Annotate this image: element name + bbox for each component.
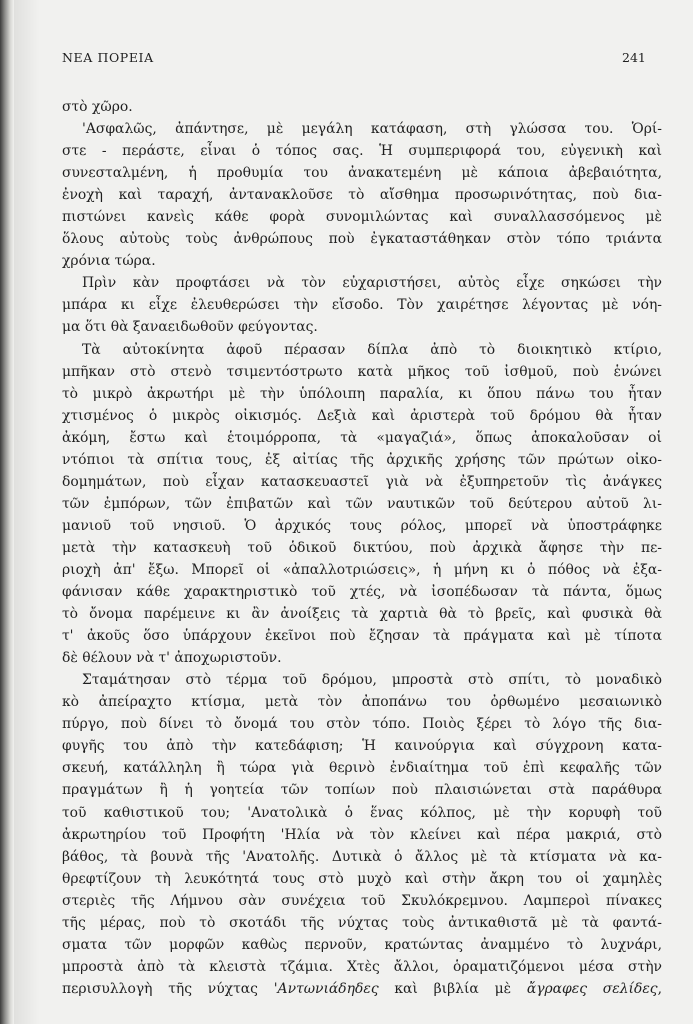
text-line: φάνισαν κάθε χαρακτηριστικὸ τοῦ χτές, νὰ ἰσοπέδωσαν τὰ πάντα, ὅμως xyxy=(62,584,662,601)
text-line: πραγμάτων ἢ ἡ γοητεία τῶν τοπίων ποὺ πλαισιώνεται στὰ παράθυρα xyxy=(62,782,662,799)
text-line: Πρὶν κὰν προφτάσει νὰ τὸν εὐχαριστήσει, αὐτὸς εἶχε σηκώσει τὴν xyxy=(82,275,662,292)
text-line: μα ὅτι θὰ ξαναειδωθοῦν φεύγοντας. xyxy=(62,319,318,336)
text-line: μπάρα κι εἶχε ἐλευθερώσει τὴν εἴσοδο. Τὸν χαιρέτησε λέγοντας μὲ νόη- xyxy=(62,297,662,314)
text-line: ὅλους αὐτοὺς τοὺς ἀνθρώπους ποὺ ἐγκαταστάθηκαν στὸν τόπο τριάντα xyxy=(62,231,662,248)
text-line: ἀκόμη, ἔστω καὶ ἑτοιμόρροπα, τὰ «μαγαζιά», ὅπως ἀποκαλοῦσαν οἱ xyxy=(62,429,662,446)
text-line: βάθος, τὰ βουνὰ τῆς 'Ανατολῆς. Δυτικὰ ὁ ἄλλος μὲ τὰ κτίσματα νὰ κα- xyxy=(62,848,662,865)
text-line: μπῆκαν στὸ στενὸ τσιμεντόστρωτο κατὰ μῆκος τοῦ ἰσθμοῦ, ποὺ ἑνώνει xyxy=(62,363,662,380)
text-line-last xyxy=(62,978,662,1000)
text-line: μανιοῦ τοῦ νησιοῦ. Ὁ ἀρχικός τους ρόλος, μπορεῖ νὰ ὑποστράφηκε xyxy=(62,517,662,534)
text-run: καὶ βιβλία μὲ xyxy=(378,980,527,997)
text-line: τ' ἀκοῦς ὅσο ὑπάρχουν ἐκεῖνοι ποὺ ἔζησαν τὰ πράγματα καὶ μὲ τίποτα xyxy=(62,628,662,645)
text-line: τὸ μικρὸ ἀκρωτήρι μὲ τὴν ὑπόλοιπη παραλία, κι ὅπου πάνω του ἦταν xyxy=(62,385,662,402)
text-line: σκευή, κατάλληλη ἢ τώρα γιὰ θερινὸ ἐνδιαίτημα τοῦ ἐπὶ κεφαλῆς τῶν xyxy=(62,760,662,777)
text-line: μετὰ τὴν κατασκευὴ τοῦ ὁδικοῦ δικτύου, ποὺ ἀρχικὰ ἄφησε τὴν πε- xyxy=(62,539,662,556)
text-line: τοῦ καθιστικοῦ του; 'Ανατολικὰ ὁ ἕνας κόλπος, μὲ τὴν κορυφὴ τοῦ xyxy=(62,804,662,821)
book-spine-shadow xyxy=(0,0,14,1024)
text-line: σματα τῶν μορφῶν καθὼς περνοῦν, κρατώντας ἀναμμένο τὸ λυχνάρι, xyxy=(62,936,662,953)
text-line: στε - περάστε, εἶναι ὁ τόπος σας. Ἡ συμπεριφορά του, εὐγενικὴ καὶ xyxy=(62,143,662,160)
page-body xyxy=(62,96,662,1000)
text-line: Σταμάτησαν στὸ τέρμα τοῦ δρόμου, μπροστὰ στὸ σπίτι, τὸ μοναδικὸ xyxy=(82,672,662,689)
text-line: δομημάτων, ποὺ εἶχαν κατασκευαστεῖ γιὰ νὰ ἐξυπηρετοῦν τὶς ἀνάγκες xyxy=(62,473,662,490)
text-run: περισυλλογὴ τῆς νύχτας xyxy=(62,980,274,997)
text-line: ντόπιοι τὰ σπίτια τους, ἐξ αἰτίας τῆς ἀρχικῆς χρήσης τῶν πρώτων οἰκο- xyxy=(62,451,662,468)
text-line: τὸ ὄνομα παρέμεινε κι ἂν ἀνοίξεις τὰ χαρτιὰ θὰ τὸ βρεῖς, καὶ φυσικὰ θὰ xyxy=(62,606,662,623)
text-line: Τὰ αὐτοκίνητα ἀφοῦ πέρασαν δίπλα ἀπὸ τὸ διοικητικὸ κτίριο, xyxy=(82,341,662,358)
text-run: , xyxy=(657,980,662,997)
text-line: ἀκρωτηρίου τοῦ Προφήτη 'Ηλία νὰ τὸν κλείνει καὶ πέρα μακριά, στὸ xyxy=(62,826,662,843)
text-line: χτισμένος ὁ μικρὸς οἰκισμός. Δεξιὰ καὶ ἀριστερὰ τοῦ δρόμου θὰ ἦταν xyxy=(62,407,662,424)
text-line: δὲ θέλουν νὰ τ' ἀποχωριστοῦν. xyxy=(62,650,282,667)
page-number: 241 xyxy=(622,50,646,65)
text-line: μπροστὰ ἀπὸ τὰ κλειστὰ τζάμια. Χτὲς ἄλλοι, ὁραματιζόμενοι μέσα στὴν xyxy=(62,958,662,975)
text-line: στεριὲς τῆς Λήμνου σὰν συνέχεια τοῦ Σκυλόκρεμνου. Λαμπεροὶ πίνακες xyxy=(62,892,662,909)
text-line: κὸ ἀπείραχτο κτίσμα, μετὰ τὸν ἀποπάνω του ὀρθωμένο μεσαιωνικὸ xyxy=(62,694,662,711)
gutter-shadow xyxy=(14,0,40,1024)
italic-name: 'Αντωνιάδηδες xyxy=(273,980,379,997)
text-line: στὸ χῶρο. xyxy=(62,99,133,115)
text-line: πύργο, ποὺ δίνει τὸ ὄνομά του στὸν τόπο. Ποιὸς ξέρει τὸ λόγο τῆς δια- xyxy=(62,716,662,733)
text-line: τῆς μέρας, ποὺ τὸ σκοτάδι τῆς νύχτας τοὺς ἀντικαθιστᾶ μὲ τὰ φαντά- xyxy=(62,914,662,931)
text-line: φυγῆς του ἀπὸ τὴν κατεδάφιση; Ἡ καινούργια καὶ σύγχρονη κατα- xyxy=(62,738,662,755)
text-line: χρόνια τώρα. xyxy=(62,253,156,270)
text-line: συνεσταλμένη, ἡ προθυμία του ἀνακατεμένη μὲ κάποια ἀβεβαιότητα, xyxy=(62,165,662,182)
text-line: ριοχὴ ἀπ' ἔξω. Μπορεῖ οἱ «ἀπαλλοτριώσεις», ἡ μήνη κι ὁ πόθος νὰ ἐξα- xyxy=(62,561,662,578)
text-line: τῶν ἐμπόρων, τῶν ἐπιβατῶν καὶ τῶν ναυτικῶν τοῦ δεύτερου αὐτοῦ λι- xyxy=(62,495,662,512)
italic-phrase: ἄγραφες σελίδες xyxy=(526,980,658,997)
text-line: πιστώνει κανεὶς κάθε φορὰ συνομιλώντας καὶ συναλλασσόμενος μὲ xyxy=(62,209,662,226)
text-line: 'Ασφαλῶς, ἀπάντησε, μὲ μεγάλη κατάφαση, στὴ γλώσσα του. Ὁρί- xyxy=(82,121,662,138)
text-line: θρεφτίζουν τὴ λευκότητά τους στὸ μυχὸ καὶ στὴν ἄκρη του οἱ χαμηλὲς xyxy=(62,870,662,887)
running-head: ΝΕΑ ΠΟΡΕΙΑ xyxy=(62,50,154,65)
text-line: ἐνοχὴ καὶ ταραχή, ἀντανακλοῦσε τὸ αἴσθημα προσωρινότητας, ποὺ δια- xyxy=(62,187,662,204)
